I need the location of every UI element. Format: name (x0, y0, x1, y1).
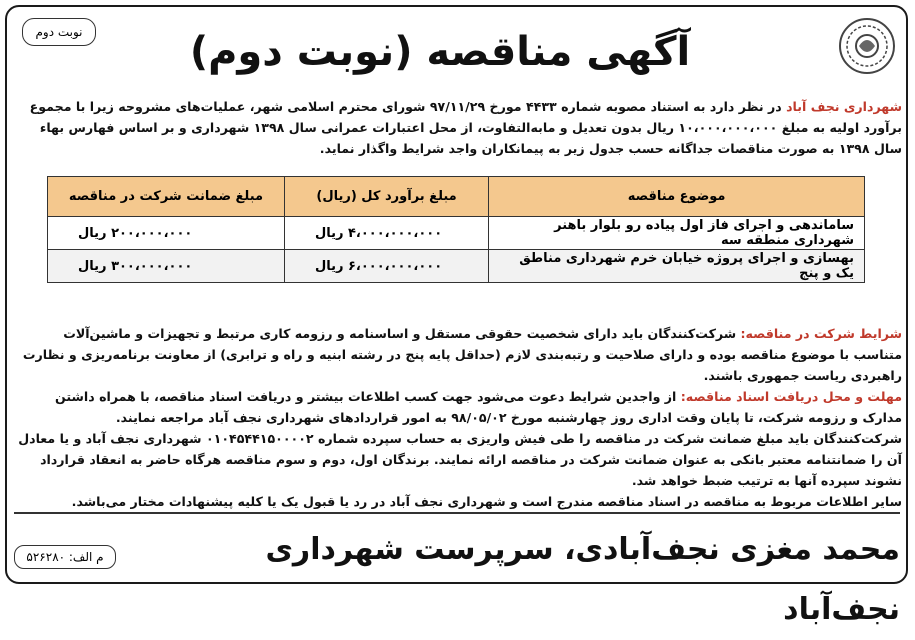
round-badge: نوبت دوم (22, 18, 96, 46)
conditions-paragraph (14, 323, 902, 386)
footer-divider (14, 512, 900, 514)
table-row (48, 250, 865, 283)
intro-paragraph (14, 96, 902, 159)
header-subject: موضوع مناقصه (489, 177, 865, 217)
municipality-logo-icon (837, 16, 897, 76)
row-subject: ساماندهی و اجرای فاز اول پیاده رو بلوار باهنر شهرداری منطقه سه (489, 217, 865, 250)
row-guarantee: ۲۰۰،۰۰۰،۰۰۰ ریال (48, 217, 285, 250)
conditions-label: شرایط شرکت در مناقصه: (740, 326, 902, 341)
other-info-paragraph: سایر اطلاعات مربوط به مناقصه در اسناد مناقصه مندرج است و شهرداری نجف آباد در رد یا قبول یک یا کلیه پیشنهادات مختار می‌باشد. (71, 494, 902, 509)
deadline-paragraph (14, 386, 902, 428)
deadline-text: از واجدین شرایط دعوت می‌شود جهت کسب اطلاعات بیشتر و دریافت اسناد مناقصه، با همراه داشتن مدارک و رزومه شرکت، تا پایان وقت اداری روز چهارشنبه مورخ ۹۸/۰۵/۰۲ به امور قراردادهای شهرداری نجف آباد مراجعه نمایند. (55, 389, 902, 425)
row-estimate: ۶،۰۰۰،۰۰۰،۰۰۰ ریال (284, 250, 488, 283)
header-guarantee: مبلغ ضمانت شرکت در مناقصه (48, 177, 285, 217)
reference-number: م الف: ۵۲۶۲۸۰ (14, 545, 116, 569)
tender-table (47, 176, 865, 283)
row-subject: بهسازی و اجرای پروژه خیابان خرم شهرداری مناطق یک و پنج (489, 250, 865, 283)
deadline-label: مهلت و محل دریافت اسناد مناقصه: (680, 389, 902, 404)
conditions-text: شرکت‌کنندگان باید دارای شخصیت حقوقی مستقل و اساسنامه و رزومه کاری مرتبط و تجهیزات و ماشین‌آلات متناسب با موضوع مناقصه بوده و دارای صلاحیت و رتبه‌بندی لازم (حداقل پایه پنج در رشته ابنیه و راه و ترابری) از معاونت برنامه‌ریزی و نظارت راهبردی ریاست جمهوری باشند. (22, 326, 902, 383)
table-row (48, 217, 865, 250)
notice-title: آگهی مناقصه (نوبت دوم) (189, 29, 691, 75)
details-section (14, 323, 902, 512)
row-guarantee: ۳۰۰،۰۰۰،۰۰۰ ریال (48, 250, 285, 283)
guarantee-paragraph: شرکت‌کنندگان باید مبلغ ضمانت شرکت در مناقصه را طی فیش واریزی به حساب سپرده شماره ۰۱۰۴۵۴۴۱۵۰۰۰۰۲ شهرداری نجف آباد و یا معادل آن را ضمانتنامه معتبر بانکی به عنوان ضمانت شرکت در مناقصه ارائه نمایند. برندگان اول، دوم و سوم مناقصه هرگاه حاضر به انعقاد قرارداد نشوند سپرده آنها به ترتیب ضبط خواهد شد. (18, 431, 902, 488)
signer-name: محمد مغزی نجف‌آبادی، سرپرست شهرداری نجف‌آباد (265, 532, 900, 627)
row-estimate: ۴،۰۰۰،۰۰۰،۰۰۰ ریال (284, 217, 488, 250)
table-header-row (48, 177, 865, 217)
header-estimate: مبلغ برآورد کل (ریال) (284, 177, 488, 217)
intro-text: در نظر دارد به استناد مصوبه شماره ۴۴۳۳ مورخ ۹۷/۱۱/۲۹ شورای محترم اسلامی شهر، عملیات‌های مشروحه زیرا با مجموع برآورد اولیه به مبلغ ۱۰،۰۰۰،۰۰۰،۰۰۰ ریال بدون تعدیل و مابه‌التفاوت، از محل اعتبارات عمرانی سال ۱۳۹۸ شهرداری و بر اساس فهارس بهاء سال ۱۳۹۸ به صورت مناقصات جداگانه حسب جدول زیر به پیمانکاران واجد شرایط واگذار نماید. (29, 99, 902, 156)
org-name: شهرداری نجف آباد (786, 99, 902, 114)
